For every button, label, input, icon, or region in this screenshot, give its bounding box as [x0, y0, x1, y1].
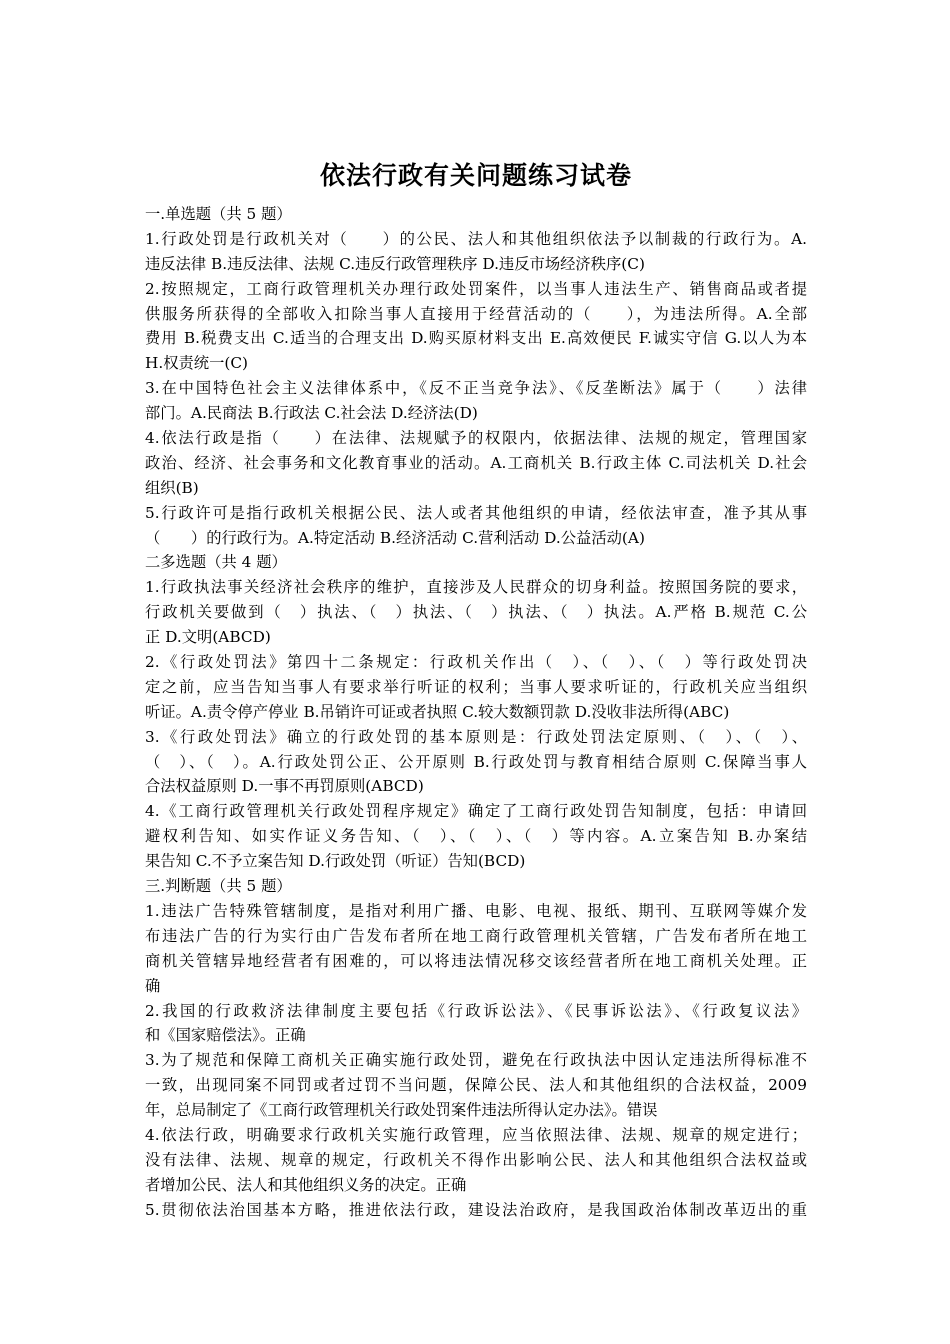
document-title: 依法行政有关问题练习试卷 — [319, 161, 632, 190]
text-line: 布违法广告的行为实行由广告发布者所在地工商行政管理机关管辖，广告发布者所在地工 — [145, 926, 807, 945]
text-line: 1.行政处罚是行政机关对（ ）的公民、法人和其他组织依法予以制裁的行政行为。A. — [145, 229, 807, 248]
document-page — [145, 150, 807, 1223]
text-line: 1.行政执法事关经济社会秩序的维护，直接涉及人民群众的切身利益。按照国务院的要求， — [145, 578, 807, 597]
text-line: 部门。A.民商法 B.行政法 C.社会法 D.经济法(D) — [145, 404, 478, 423]
text-line: 确 — [145, 976, 161, 995]
text-line: 听证。A.责令停产停业 B.吊销许可证或者执照 C.较大数额罚款 D.没收非法所得(ABC) — [145, 702, 730, 721]
text-line: 4.依法行政是指（ ）在法律、法规赋予的权限内，依据法律、法规的规定，管理国家 — [145, 429, 807, 448]
text-line: 合法权益原则 D.一事不再罚原则(ABCD) — [145, 777, 424, 796]
text-line: 果告知 C.不予立案告知 D.行政处罚（听证）告知(BCD) — [145, 852, 526, 871]
text-line: 4.依法行政，明确要求行政机关实施行政管理，应当依照法律、法规、规章的规定进行； — [145, 1125, 807, 1144]
text-line: 5.贯彻依法治国基本方略，推进依法行政，建设法治政府，是我国政治体制改革迈出的重 — [145, 1200, 807, 1219]
text-line: 4.《工商行政管理机关行政处罚程序规定》确定了工商行政处罚告知制度，包括：申请回 — [145, 802, 807, 821]
document-body — [145, 202, 807, 1223]
text-line: 二多选题（共 4 题） — [145, 553, 287, 572]
text-line: 3.在中国特色社会主义法律体系中，《反不正当竞争法》、《反垄断法》属于（ ）法律 — [145, 379, 807, 398]
text-line: 3.为了规范和保障工商机关正确实施行政处罚，避免在行政执法中因认定违法所得标准不 — [145, 1051, 807, 1070]
text-line: 正 D.文明(ABCD) — [145, 628, 271, 647]
text-line: 和《国家赔偿法》。正确 — [145, 1026, 306, 1045]
text-line: 一.单选题（共 5 题） — [145, 205, 292, 223]
text-line: 供服务所获得的全部收入扣除当事人直接用于经营活动的（ ），为违法所得。A.全部 — [145, 304, 807, 323]
text-line: 费用 B.税费支出 C.适当的合理支出 D.购买原材料支出 E.高效便民 F.诚实守信 G.以人为本 — [145, 329, 807, 348]
text-line: 政治、经济、社会事务和文化教育事业的活动。A.工商机关 B.行政主体 C.司法机关 D.社会 — [145, 453, 807, 472]
text-line: 避权利告知、如实作证义务告知、（ ）、（ ）、（ ）等内容。A.立案告知 B.办案结 — [145, 827, 807, 846]
text-line: （ ）、（ ）。A.行政处罚公正、公开原则 B.行政处罚与教育相结合原则 C.保障当事人 — [145, 752, 807, 771]
text-line: （ ）的行政行为。A.特定活动 B.经济活动 C.营利活动 D.公益活动(A) — [145, 528, 645, 547]
text-line: 2.我国的行政救济法律制度主要包括《行政诉讼法》、《民事诉讼法》、《行政复议法》 — [145, 1001, 807, 1020]
text-line: 行政机关要做到（ ）执法、（ ）执法、（ ）执法、（ ）执法。A.严格 B.规范 C.公 — [145, 603, 807, 622]
text-line: 年，总局制定了《工商行政管理机关行政处罚案件违法所得认定办法》。错误 — [145, 1101, 658, 1120]
text-line: 违反法律 B.违反法律、法规 C.违反行政管理秩序 D.违反市场经济秩序(C) — [145, 254, 645, 273]
text-line: 一致，出现同案不同罚或者过罚不当问题，保障公民、法人和其他组织的合法权益，2009 — [145, 1076, 807, 1095]
text-line: 5.行政许可是指行政机关根据公民、法人或者其他组织的申请，经依法审查，准予其从事 — [145, 503, 807, 522]
text-line: 没有法律、法规、规章的规定，行政机关不得作出影响公民、法人和其他组织合法权益或 — [145, 1150, 807, 1169]
text-line: 三.判断题（共 5 题） — [145, 877, 292, 896]
text-line: 3.《行政处罚法》确立的行政处罚的基本原则是：行政处罚法定原则、（ ）、（ ）、 — [145, 727, 807, 746]
text-line: 1.违法广告特殊管辖制度，是指对利用广播、电影、电视、报纸、期刊、互联网等媒介发 — [145, 901, 807, 920]
text-line: 2.按照规定，工商行政管理机关办理行政处罚案件，以当事人违法生产、销售商品或者提 — [145, 279, 807, 298]
text-line: H.权责统一(C) — [145, 354, 249, 373]
text-line: 者增加公民、法人和其他组织义务的决定。正确 — [145, 1175, 467, 1194]
text-line: 定之前，应当告知当事人有要求举行听证的权利；当事人要求听证的，行政机关应当组织 — [145, 677, 807, 696]
text-line: 组织(B) — [145, 478, 199, 497]
text-line: 商机关管辖异地经营者有困难的，可以将违法情况移交该经营者所在地工商机关处理。正 — [145, 951, 807, 970]
text-line: 2.《行政处罚法》第四十二条规定：行政机关作出（ ）、（ ）、（ ）等行政处罚决 — [145, 653, 807, 672]
